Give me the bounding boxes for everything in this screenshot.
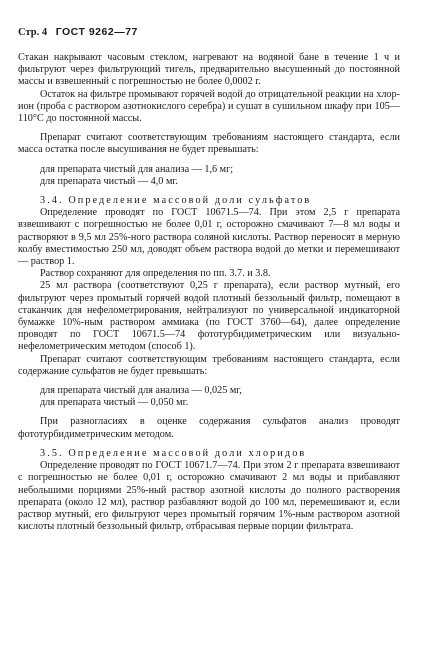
page-number: Стр. 4 <box>18 27 48 38</box>
paragraph: 25 мл раствора (соответствуют 0,25 г препарата), если раствор мутный, его фильтруют через промытый горячей водой плотный беззольный фильтр, помещают в стаканчик для нефелометрирования, нейтрализуют по универсальной индикаторной бумажке 10%-ным раствором аммиака (по ГОСТ 3760—64), далее определение проводят по ГОСТ 10671.5—74 фототурбидиметрическим или визуально-нефелометрическим методом (способ 1). <box>18 280 400 353</box>
paragraph: Определение проводят по ГОСТ 10671.5—74. При этом 2,5 г препарата взвешивают с погрешностью не более 0,01 г, осторожно смачивают 7—8 мл воды и растворяют в 9,5 мл 25%-ного раствора соляной кислоты. Раствор переносят в мерную колбу вместимостью 250 мл, доводят объем раствора водой до метки и перемешивают — раствор 1. <box>18 207 400 268</box>
list-item: для препарата чистый для анализа — 1,6 мг; <box>40 163 234 175</box>
paragraph: Определение проводят по ГОСТ 10671.7—74. При этом 2 г препарата взвешивают с погрешностью не более 0,01 г, осторожно смачивают 2 мл воды и прибавляют небольшими порциями 25%-ный раствор азотной кислоты до полного растворения препарата (около 12 мл), раствор разбавляют водой до 100 мл, перемешивают и, если раствор мутный, его фильтруют через промытый горячим 1%-ным раствором азотной кислоты плотный беззольный фильтр, отбрасывая первые порции фильтрата. <box>18 460 400 533</box>
section-heading: 3.4. Определение массовой доли сульфатов <box>40 195 312 207</box>
standard-number: ГОСТ 9262—77 <box>55 26 138 38</box>
page-header <box>18 26 144 39</box>
paragraph: При разногласиях в оценке содержания сульфатов анализ проводят фототурбидиметрическим методом. <box>18 416 400 440</box>
paragraph: Препарат считают соответствующим требованиям настоящего стандарта, если содержание сульфатов не будет превышать: <box>18 353 400 377</box>
paragraph: Остаток на фильтре промывают горячей водой до отрицательной реакции на хлор-ион (проба с раствором азотнокислого серебра) и сушат в сушильном шкафу при 105—110°С до постоянной массы. <box>18 88 400 125</box>
list-item: для препарата чистый для анализа — 0,025 мг, <box>40 385 242 397</box>
paragraph: Раствор сохраняют для определения по пп. 3.7. и 3.8. <box>40 268 271 280</box>
section-heading: 3.5. Определение массовой доли хлоридов <box>40 447 307 459</box>
paragraph: Стакан накрывают часовым стеклом, нагревают на водяной бане в течение 1 ч и фильтруют через фильтрующий тигель, предварительно высушенный до постоянной массы и взвешенный с погрешностью не более 0,0002 г. <box>18 52 400 88</box>
list-item: для препарата чистый — 0,050 мг. <box>40 397 189 409</box>
list-item: для препарата чистый — 4,0 мг. <box>40 175 178 187</box>
paragraph: Препарат считают соответствующим требованиям настоящего стандарта, если масса остатка после высушивания не будет превышать: <box>18 132 400 156</box>
document-body <box>18 52 400 533</box>
